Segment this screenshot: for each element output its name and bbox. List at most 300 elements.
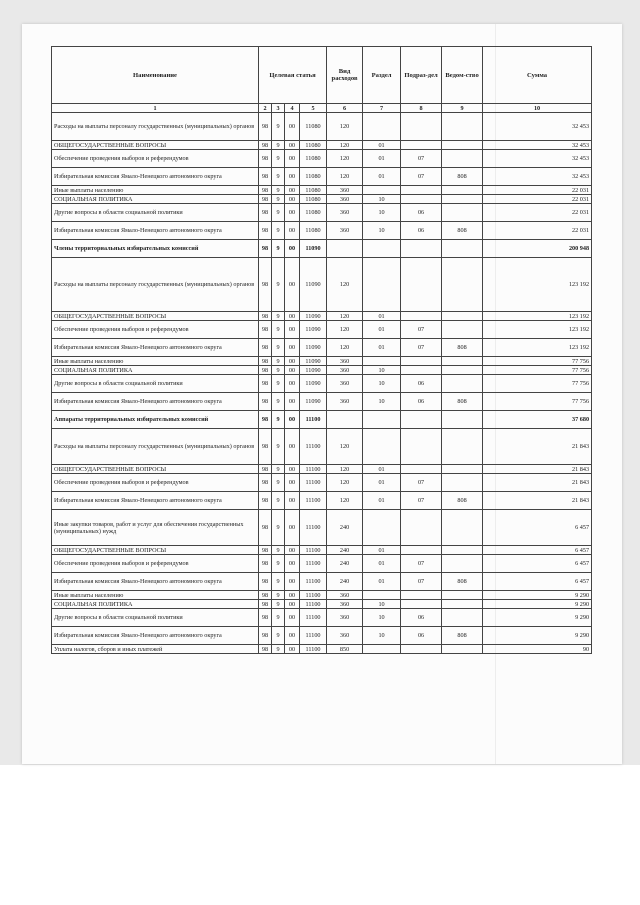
section-code: 10	[363, 204, 401, 222]
section-code	[363, 591, 401, 600]
section-code	[363, 510, 401, 546]
row-name: Члены территориальных избирательных комиссий	[52, 240, 259, 258]
target-part-3: 00	[285, 375, 300, 393]
target-part-2: 9	[272, 150, 285, 168]
target-part-1: 98	[259, 429, 272, 465]
target-code: 11100	[300, 546, 327, 555]
row-sum: 6 457	[483, 573, 592, 591]
subsection-code: 06	[401, 204, 442, 222]
target-code: 11080	[300, 204, 327, 222]
row-name: СОЦИАЛЬНАЯ ПОЛИТИКА	[52, 195, 259, 204]
subsection-code	[401, 465, 442, 474]
target-part-2: 9	[272, 186, 285, 195]
expense-type: 120	[327, 312, 363, 321]
target-part-1: 98	[259, 168, 272, 186]
budget-table	[51, 46, 592, 654]
target-part-3: 00	[285, 555, 300, 573]
expense-type: 360	[327, 357, 363, 366]
row-sum: 77 756	[483, 357, 592, 366]
target-part-3: 00	[285, 573, 300, 591]
department-code: 808	[442, 168, 483, 186]
row-name: Избирательная комиссия Ямало-Ненецкого автономного округа	[52, 492, 259, 510]
department-code	[442, 141, 483, 150]
section-code: 10	[363, 195, 401, 204]
row-name: Расходы на выплаты персоналу государственных (муниципальных) органов	[52, 113, 259, 141]
table-row	[52, 113, 592, 141]
table-row	[52, 222, 592, 240]
department-code	[442, 366, 483, 375]
target-code: 11090	[300, 240, 327, 258]
table-row	[52, 240, 592, 258]
target-part-1: 98	[259, 474, 272, 492]
target-part-3: 00	[285, 492, 300, 510]
target-code: 11100	[300, 555, 327, 573]
department-code	[442, 186, 483, 195]
row-name: Обеспечение проведения выборов и референдумов	[52, 555, 259, 573]
target-part-3: 00	[285, 186, 300, 195]
table-row	[52, 429, 592, 465]
table-row	[52, 609, 592, 627]
table-row	[52, 411, 592, 429]
target-part-2: 9	[272, 609, 285, 627]
target-part-3: 00	[285, 240, 300, 258]
target-code: 11100	[300, 609, 327, 627]
row-name: Обеспечение проведения выборов и референдумов	[52, 474, 259, 492]
expense-type: 120	[327, 258, 363, 312]
row-sum: 9 290	[483, 627, 592, 645]
table-row	[52, 492, 592, 510]
section-code	[363, 113, 401, 141]
department-code	[442, 113, 483, 141]
expense-type: 120	[327, 492, 363, 510]
header-sum: Сумма	[483, 47, 592, 104]
row-sum: 9 290	[483, 609, 592, 627]
target-code: 11090	[300, 366, 327, 375]
table-row	[52, 357, 592, 366]
target-code: 11100	[300, 600, 327, 609]
table-row	[52, 393, 592, 411]
department-code	[442, 510, 483, 546]
target-part-1: 98	[259, 609, 272, 627]
table-row	[52, 168, 592, 186]
target-code: 11090	[300, 375, 327, 393]
target-part-1: 98	[259, 393, 272, 411]
target-code: 11100	[300, 474, 327, 492]
department-code	[442, 312, 483, 321]
expense-type: 120	[327, 474, 363, 492]
expense-type: 120	[327, 321, 363, 339]
target-code: 11090	[300, 357, 327, 366]
row-sum: 32 453	[483, 113, 592, 141]
row-name: Расходы на выплаты персоналу государственных (муниципальных) органов	[52, 429, 259, 465]
row-sum: 22 031	[483, 195, 592, 204]
row-sum: 21 843	[483, 474, 592, 492]
table-row	[52, 366, 592, 375]
target-part-1: 98	[259, 627, 272, 645]
department-code: 808	[442, 393, 483, 411]
expense-type: 120	[327, 113, 363, 141]
row-sum: 32 453	[483, 168, 592, 186]
section-code: 01	[363, 339, 401, 357]
expense-type: 120	[327, 339, 363, 357]
target-part-3: 00	[285, 141, 300, 150]
section-code: 10	[363, 393, 401, 411]
section-code: 01	[363, 312, 401, 321]
target-part-2: 9	[272, 222, 285, 240]
section-code: 10	[363, 222, 401, 240]
target-part-1: 98	[259, 510, 272, 546]
target-code: 11100	[300, 510, 327, 546]
col-number: 4	[285, 104, 300, 113]
col-number: 1	[52, 104, 259, 113]
target-part-3: 00	[285, 222, 300, 240]
target-part-1: 98	[259, 546, 272, 555]
department-code	[442, 465, 483, 474]
target-part-1: 98	[259, 240, 272, 258]
subsection-code	[401, 645, 442, 654]
target-part-1: 98	[259, 113, 272, 141]
row-sum: 6 457	[483, 546, 592, 555]
expense-type: 360	[327, 627, 363, 645]
subsection-code	[401, 312, 442, 321]
section-code	[363, 645, 401, 654]
section-code	[363, 258, 401, 312]
expense-type: 360	[327, 393, 363, 411]
department-code	[442, 204, 483, 222]
target-part-2: 9	[272, 168, 285, 186]
section-code: 10	[363, 627, 401, 645]
section-code: 01	[363, 465, 401, 474]
target-part-1: 98	[259, 492, 272, 510]
row-sum: 77 756	[483, 393, 592, 411]
expense-type: 360	[327, 195, 363, 204]
target-part-1: 98	[259, 150, 272, 168]
target-part-2: 9	[272, 465, 285, 474]
target-part-1: 98	[259, 321, 272, 339]
row-name: Обеспечение проведения выборов и референдумов	[52, 321, 259, 339]
target-part-2: 9	[272, 600, 285, 609]
row-sum: 22 031	[483, 186, 592, 195]
header-subsection: Подраз-дел	[401, 47, 442, 104]
target-code: 11080	[300, 150, 327, 168]
row-name: Аппараты территориальных избирательных комиссий	[52, 411, 259, 429]
row-name: Избирательная комиссия Ямало-Ненецкого автономного округа	[52, 222, 259, 240]
department-code	[442, 321, 483, 339]
target-part-3: 00	[285, 393, 300, 411]
target-part-1: 98	[259, 312, 272, 321]
column-number-row	[52, 104, 592, 113]
row-name: Расходы на выплаты персоналу государственных (муниципальных) органов	[52, 258, 259, 312]
target-part-1: 98	[259, 591, 272, 600]
subsection-code: 07	[401, 321, 442, 339]
target-part-2: 9	[272, 141, 285, 150]
row-name: Избирательная комиссия Ямало-Ненецкого автономного округа	[52, 627, 259, 645]
table-row	[52, 474, 592, 492]
target-part-1: 98	[259, 357, 272, 366]
row-name: СОЦИАЛЬНАЯ ПОЛИТИКА	[52, 366, 259, 375]
department-code	[442, 555, 483, 573]
target-part-3: 00	[285, 258, 300, 312]
subsection-code: 06	[401, 393, 442, 411]
target-part-1: 98	[259, 339, 272, 357]
row-name: Избирательная комиссия Ямало-Ненецкого автономного округа	[52, 573, 259, 591]
target-part-3: 00	[285, 312, 300, 321]
department-code	[442, 195, 483, 204]
row-name: Иные выплаты населению	[52, 186, 259, 195]
subsection-code	[401, 357, 442, 366]
row-sum: 9 290	[483, 591, 592, 600]
row-sum: 6 457	[483, 555, 592, 573]
section-code: 10	[363, 375, 401, 393]
expense-type: 360	[327, 609, 363, 627]
target-part-1: 98	[259, 573, 272, 591]
row-sum: 32 453	[483, 141, 592, 150]
subsection-code	[401, 510, 442, 546]
target-part-2: 9	[272, 393, 285, 411]
target-part-1: 98	[259, 411, 272, 429]
row-name: Избирательная комиссия Ямало-Ненецкого автономного округа	[52, 339, 259, 357]
target-part-1: 98	[259, 195, 272, 204]
department-code: 808	[442, 222, 483, 240]
row-sum: 123 192	[483, 339, 592, 357]
department-code	[442, 375, 483, 393]
target-code: 11100	[300, 573, 327, 591]
subsection-code	[401, 240, 442, 258]
col-number: 10	[483, 104, 592, 113]
department-code	[442, 645, 483, 654]
target-part-3: 00	[285, 321, 300, 339]
target-part-1: 98	[259, 186, 272, 195]
row-name: Обеспечение проведения выборов и референдумов	[52, 150, 259, 168]
col-number: 5	[300, 104, 327, 113]
target-part-2: 9	[272, 591, 285, 600]
department-code	[442, 258, 483, 312]
section-code: 01	[363, 573, 401, 591]
target-code: 11080	[300, 195, 327, 204]
row-sum: 200 948	[483, 240, 592, 258]
row-sum: 77 756	[483, 366, 592, 375]
expense-type	[327, 411, 363, 429]
subsection-code	[401, 429, 442, 465]
expense-type: 240	[327, 510, 363, 546]
department-code	[442, 591, 483, 600]
header-section: Раздел	[363, 47, 401, 104]
target-part-3: 00	[285, 645, 300, 654]
department-code	[442, 600, 483, 609]
target-part-3: 00	[285, 150, 300, 168]
department-code: 808	[442, 339, 483, 357]
expense-type: 120	[327, 141, 363, 150]
subsection-code: 07	[401, 555, 442, 573]
col-number: 8	[401, 104, 442, 113]
subsection-code: 06	[401, 609, 442, 627]
department-code	[442, 150, 483, 168]
target-part-3: 00	[285, 204, 300, 222]
target-code: 11090	[300, 312, 327, 321]
target-code: 11090	[300, 321, 327, 339]
subsection-code	[401, 366, 442, 375]
target-part-3: 00	[285, 474, 300, 492]
target-part-3: 00	[285, 609, 300, 627]
target-part-3: 00	[285, 339, 300, 357]
section-code: 01	[363, 150, 401, 168]
row-sum: 37 680	[483, 411, 592, 429]
table-row	[52, 150, 592, 168]
target-part-2: 9	[272, 321, 285, 339]
target-part-2: 9	[272, 546, 285, 555]
subsection-code: 07	[401, 150, 442, 168]
section-code: 10	[363, 600, 401, 609]
target-part-3: 00	[285, 366, 300, 375]
target-part-3: 00	[285, 627, 300, 645]
target-part-1: 98	[259, 465, 272, 474]
col-number: 2	[259, 104, 272, 113]
target-code: 11080	[300, 141, 327, 150]
header-name: Наименование	[52, 47, 259, 104]
target-part-2: 9	[272, 411, 285, 429]
target-part-3: 00	[285, 591, 300, 600]
table-row	[52, 195, 592, 204]
subsection-code	[401, 258, 442, 312]
department-code	[442, 357, 483, 366]
section-code	[363, 240, 401, 258]
expense-type: 360	[327, 222, 363, 240]
table-row	[52, 321, 592, 339]
target-part-2: 9	[272, 204, 285, 222]
department-code: 808	[442, 492, 483, 510]
row-name: Другие вопросы в области социальной политики	[52, 375, 259, 393]
section-code: 01	[363, 555, 401, 573]
header-dept: Ведом-ство	[442, 47, 483, 104]
target-part-1: 98	[259, 555, 272, 573]
table-row	[52, 375, 592, 393]
subsection-code	[401, 411, 442, 429]
row-name: Иные выплаты населению	[52, 591, 259, 600]
target-part-1: 98	[259, 141, 272, 150]
target-part-2: 9	[272, 573, 285, 591]
target-part-2: 9	[272, 258, 285, 312]
target-code: 11080	[300, 113, 327, 141]
target-code: 11100	[300, 645, 327, 654]
target-part-3: 00	[285, 429, 300, 465]
target-code: 11090	[300, 393, 327, 411]
target-part-2: 9	[272, 474, 285, 492]
target-code: 11090	[300, 339, 327, 357]
section-code: 10	[363, 609, 401, 627]
table-body	[52, 113, 592, 654]
row-name: Избирательная комиссия Ямало-Ненецкого автономного округа	[52, 393, 259, 411]
subsection-code	[401, 591, 442, 600]
target-part-1: 98	[259, 204, 272, 222]
section-code: 01	[363, 546, 401, 555]
target-part-2: 9	[272, 366, 285, 375]
section-code: 01	[363, 474, 401, 492]
subsection-code	[401, 195, 442, 204]
target-code: 11100	[300, 465, 327, 474]
target-code: 11100	[300, 411, 327, 429]
subsection-code	[401, 186, 442, 195]
subsection-code: 07	[401, 474, 442, 492]
expense-type: 850	[327, 645, 363, 654]
department-code	[442, 609, 483, 627]
section-code: 01	[363, 168, 401, 186]
target-code: 11080	[300, 222, 327, 240]
subsection-code	[401, 113, 442, 141]
target-code: 11100	[300, 429, 327, 465]
expense-type: 120	[327, 465, 363, 474]
row-sum: 9 290	[483, 600, 592, 609]
department-code: 808	[442, 627, 483, 645]
target-part-1: 98	[259, 375, 272, 393]
target-part-1: 98	[259, 366, 272, 375]
subsection-code	[401, 600, 442, 609]
subsection-code: 06	[401, 627, 442, 645]
header-type: Вид расходов	[327, 47, 363, 104]
target-part-1: 98	[259, 645, 272, 654]
section-code: 10	[363, 366, 401, 375]
row-name: ОБЩЕГОСУДАРСТВЕННЫЕ ВОПРОСЫ	[52, 141, 259, 150]
expense-type: 360	[327, 186, 363, 195]
target-code: 11080	[300, 186, 327, 195]
section-code: 01	[363, 141, 401, 150]
row-sum: 6 457	[483, 510, 592, 546]
target-part-2: 9	[272, 645, 285, 654]
target-code: 11100	[300, 591, 327, 600]
expense-type: 360	[327, 204, 363, 222]
target-part-2: 9	[272, 113, 285, 141]
col-number: 9	[442, 104, 483, 113]
row-sum: 21 843	[483, 465, 592, 474]
subsection-code	[401, 546, 442, 555]
row-name: Другие вопросы в области социальной политики	[52, 204, 259, 222]
table-row	[52, 591, 592, 600]
row-sum: 77 756	[483, 375, 592, 393]
expense-type: 120	[327, 168, 363, 186]
header-row	[52, 47, 592, 104]
expense-type: 360	[327, 366, 363, 375]
section-code	[363, 429, 401, 465]
target-part-3: 00	[285, 600, 300, 609]
subsection-code: 06	[401, 375, 442, 393]
table-row	[52, 573, 592, 591]
row-name: Другие вопросы в области социальной политики	[52, 609, 259, 627]
target-part-3: 00	[285, 411, 300, 429]
table-row	[52, 204, 592, 222]
target-part-2: 9	[272, 240, 285, 258]
table-row	[52, 339, 592, 357]
target-part-2: 9	[272, 339, 285, 357]
target-part-2: 9	[272, 312, 285, 321]
row-name: Иные закупки товаров, работ и услуг для обеспечения государственных (муниципальных) нужд	[52, 510, 259, 546]
table-row	[52, 546, 592, 555]
target-part-3: 00	[285, 465, 300, 474]
row-name: Избирательная комиссия Ямало-Ненецкого автономного округа	[52, 168, 259, 186]
table-row	[52, 555, 592, 573]
target-part-2: 9	[272, 375, 285, 393]
expense-type	[327, 240, 363, 258]
row-name: Иные выплаты населению	[52, 357, 259, 366]
target-part-2: 9	[272, 195, 285, 204]
expense-type: 120	[327, 150, 363, 168]
target-code: 11090	[300, 258, 327, 312]
row-name: ОБЩЕГОСУДАРСТВЕННЫЕ ВОПРОСЫ	[52, 465, 259, 474]
department-code	[442, 474, 483, 492]
section-code: 01	[363, 492, 401, 510]
expense-type: 360	[327, 375, 363, 393]
target-part-1: 98	[259, 258, 272, 312]
row-sum: 123 192	[483, 258, 592, 312]
department-code	[442, 429, 483, 465]
